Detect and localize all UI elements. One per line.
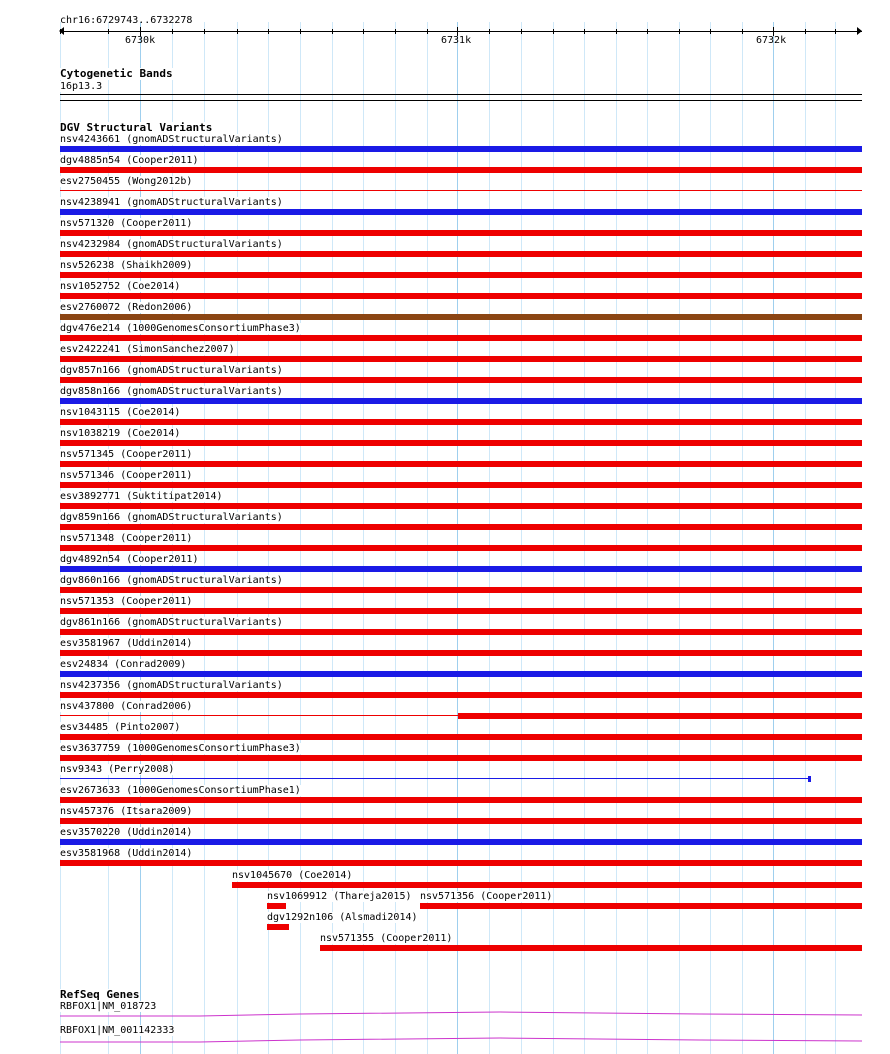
- ruler-tick: [553, 29, 554, 34]
- gene-label[interactable]: RBFOX1|NM_001142333: [60, 1025, 175, 1036]
- grid-line: [553, 22, 554, 1054]
- feature-label[interactable]: esv2673633 (1000GenomesConsortiumPhase1): [60, 785, 301, 796]
- feature-label[interactable]: esv3892771 (Suktitipat2014): [60, 491, 223, 502]
- feature-bar[interactable]: [232, 882, 862, 888]
- dgv-track-title: DGV Structural Variants: [60, 121, 213, 134]
- feature-bar[interactable]: [60, 251, 862, 257]
- feature-bar[interactable]: [60, 818, 862, 824]
- ruler-tick: [204, 29, 205, 34]
- ruler-tick: [805, 29, 806, 34]
- feature-bar[interactable]: [60, 272, 862, 278]
- gene-model[interactable]: [0, 1008, 890, 1022]
- ruler-tick: [237, 29, 238, 34]
- feature-bar[interactable]: [60, 440, 862, 446]
- feature-label[interactable]: esv2750455 (Wong2012b): [60, 176, 193, 187]
- ruler-tick: [616, 29, 617, 34]
- feature-bar[interactable]: [420, 903, 862, 909]
- cytoband-track-title: Cytogenetic Bands: [60, 67, 173, 80]
- feature-bar[interactable]: [60, 566, 862, 572]
- feature-label[interactable]: dgv4892n54 (Cooper2011): [60, 554, 199, 565]
- feature-label[interactable]: nsv571348 (Cooper2011): [60, 533, 193, 544]
- feature-label[interactable]: esv3581968 (Uddin2014): [60, 848, 193, 859]
- feature-label[interactable]: dgv860n166 (gnomADStructuralVariants): [60, 575, 283, 586]
- feature-label[interactable]: nsv571355 (Cooper2011): [320, 933, 453, 944]
- feature-label[interactable]: esv24834 (Conrad2009): [60, 659, 187, 670]
- feature-label[interactable]: nsv571353 (Cooper2011): [60, 596, 193, 607]
- feature-label[interactable]: nsv1052752 (Coe2014): [60, 281, 181, 292]
- feature-bar[interactable]: [60, 190, 862, 191]
- cytoband-band-top: [60, 94, 862, 95]
- feature-label[interactable]: nsv526238 (Shaikh2009): [60, 260, 193, 271]
- feature-connector[interactable]: [60, 715, 458, 716]
- feature-label[interactable]: nsv1069912 (Thareja2015): [267, 891, 412, 902]
- grid-line: [835, 22, 836, 1054]
- refseq-track-title: RefSeq Genes: [60, 988, 140, 1001]
- grid-line: [647, 22, 648, 1054]
- feature-label[interactable]: nsv4243661 (gnomADStructuralVariants): [60, 134, 283, 145]
- feature-label[interactable]: dgv861n166 (gnomADStructuralVariants): [60, 617, 283, 628]
- ruler-tick: [710, 29, 711, 34]
- feature-bar[interactable]: [60, 293, 862, 299]
- feature-bar[interactable]: [60, 419, 862, 425]
- ruler-tick: [742, 29, 743, 34]
- feature-bar[interactable]: [60, 734, 862, 740]
- grid-line: [584, 22, 585, 1054]
- feature-bar[interactable]: [60, 503, 862, 509]
- feature-label[interactable]: esv34485 (Pinto2007): [60, 722, 181, 733]
- gene-model[interactable]: [0, 1034, 890, 1048]
- feature-label[interactable]: dgv4885n54 (Cooper2011): [60, 155, 199, 166]
- ruler-tick: [268, 29, 269, 34]
- feature-label[interactable]: nsv4238941 (gnomADStructuralVariants): [60, 197, 283, 208]
- feature-bar[interactable]: [267, 924, 289, 930]
- region-label: chr16:6729743..6732278: [60, 15, 193, 26]
- tick-label-6730k: 6730k: [125, 35, 156, 46]
- feature-label[interactable]: esv3570220 (Uddin2014): [60, 827, 193, 838]
- feature-bar[interactable]: [60, 692, 862, 698]
- feature-bar[interactable]: [60, 629, 862, 635]
- feature-bar[interactable]: [60, 398, 862, 404]
- grid-line: [616, 22, 617, 1054]
- ruler-tick: [108, 29, 109, 34]
- ruler-tick: [521, 29, 522, 34]
- feature-bar[interactable]: [60, 545, 862, 551]
- feature-label[interactable]: esv2760072 (Redon2006): [60, 302, 193, 313]
- ruler-tick: [427, 29, 428, 34]
- feature-bar[interactable]: [60, 377, 862, 383]
- feature-bar[interactable]: [60, 461, 862, 467]
- ruler-tick: [835, 29, 836, 34]
- gene-label[interactable]: RBFOX1|NM_018723: [60, 1001, 157, 1012]
- feature-label[interactable]: nsv571345 (Cooper2011): [60, 449, 193, 460]
- feature-bar[interactable]: [60, 524, 862, 530]
- feature-label[interactable]: nsv571356 (Cooper2011): [420, 891, 553, 902]
- feature-label[interactable]: nsv4237356 (gnomADStructuralVariants): [60, 680, 283, 691]
- grid-line: [710, 22, 711, 1054]
- feature-bar[interactable]: [60, 839, 862, 845]
- feature-bar[interactable]: [60, 608, 862, 614]
- cytoband-label: 16p13.3: [60, 81, 103, 92]
- feature-bar[interactable]: [60, 356, 862, 362]
- feature-bar[interactable]: [60, 230, 862, 236]
- feature-label[interactable]: nsv437800 (Conrad2006): [60, 701, 193, 712]
- feature-bar[interactable]: [60, 797, 862, 803]
- feature-label[interactable]: nsv1043115 (Coe2014): [60, 407, 181, 418]
- feature-label[interactable]: esv3581967 (Uddin2014): [60, 638, 193, 649]
- feature-bar[interactable]: [267, 903, 286, 909]
- grid-line: [805, 22, 806, 1054]
- feature-label[interactable]: dgv859n166 (gnomADStructuralVariants): [60, 512, 283, 523]
- ruler-tick: [363, 29, 364, 34]
- grid-line: [773, 22, 774, 1054]
- feature-line[interactable]: [60, 778, 810, 779]
- tick-label-6732k: 6732k: [756, 35, 787, 46]
- ruler-tick: [647, 29, 648, 34]
- feature-bar[interactable]: [60, 671, 862, 677]
- feature-label[interactable]: nsv4232984 (gnomADStructuralVariants): [60, 239, 283, 250]
- feature-bar[interactable]: [60, 209, 862, 215]
- feature-bar[interactable]: [60, 650, 862, 656]
- feature-label[interactable]: esv3637759 (1000GenomesConsortiumPhase3): [60, 743, 301, 754]
- tick-label-6731k: 6731k: [441, 35, 472, 46]
- feature-label[interactable]: dgv857n166 (gnomADStructuralVariants): [60, 365, 283, 376]
- grid-line: [679, 22, 680, 1054]
- feature-bar[interactable]: [60, 755, 862, 761]
- grid-line: [204, 22, 205, 1054]
- feature-label[interactable]: nsv571320 (Cooper2011): [60, 218, 193, 229]
- feature-bar[interactable]: [60, 860, 862, 866]
- ruler-tick: [584, 29, 585, 34]
- feature-bar[interactable]: [60, 314, 862, 320]
- feature-bar[interactable]: [60, 482, 862, 488]
- feature-label[interactable]: nsv9343 (Perry2008): [60, 764, 175, 775]
- feature-bar[interactable]: [60, 146, 862, 152]
- feature-label[interactable]: nsv1045670 (Coe2014): [232, 870, 353, 881]
- ruler-tick: [395, 29, 396, 34]
- ruler-tick: [300, 29, 301, 34]
- feature-label[interactable]: dgv1292n106 (Alsmadi2014): [267, 912, 418, 923]
- grid-line: [237, 22, 238, 1054]
- cytoband-band-bottom: [60, 100, 862, 101]
- feature-bar[interactable]: [458, 713, 862, 719]
- ruler-tick: [332, 29, 333, 34]
- feature-label[interactable]: nsv1038219 (Coe2014): [60, 428, 181, 439]
- feature-label[interactable]: dgv476e214 (1000GenomesConsortiumPhase3): [60, 323, 301, 334]
- feature-bar[interactable]: [60, 167, 862, 173]
- ruler-tick: [172, 29, 173, 34]
- feature-label[interactable]: esv2422241 (SimonSanchez2007): [60, 344, 235, 355]
- feature-label[interactable]: dgv858n166 (gnomADStructuralVariants): [60, 386, 283, 397]
- scroll-right-arrow-icon[interactable]: [857, 27, 862, 35]
- feature-bar[interactable]: [320, 945, 862, 951]
- ruler-tick: [60, 29, 61, 34]
- feature-bar[interactable]: [60, 335, 862, 341]
- feature-end-cap[interactable]: [808, 776, 811, 782]
- ruler-tick: [489, 29, 490, 34]
- feature-bar[interactable]: [60, 587, 862, 593]
- grid-line: [742, 22, 743, 1054]
- feature-label[interactable]: nsv457376 (Itsara2009): [60, 806, 193, 817]
- ruler-tick: [679, 29, 680, 34]
- feature-label[interactable]: nsv571346 (Cooper2011): [60, 470, 193, 481]
